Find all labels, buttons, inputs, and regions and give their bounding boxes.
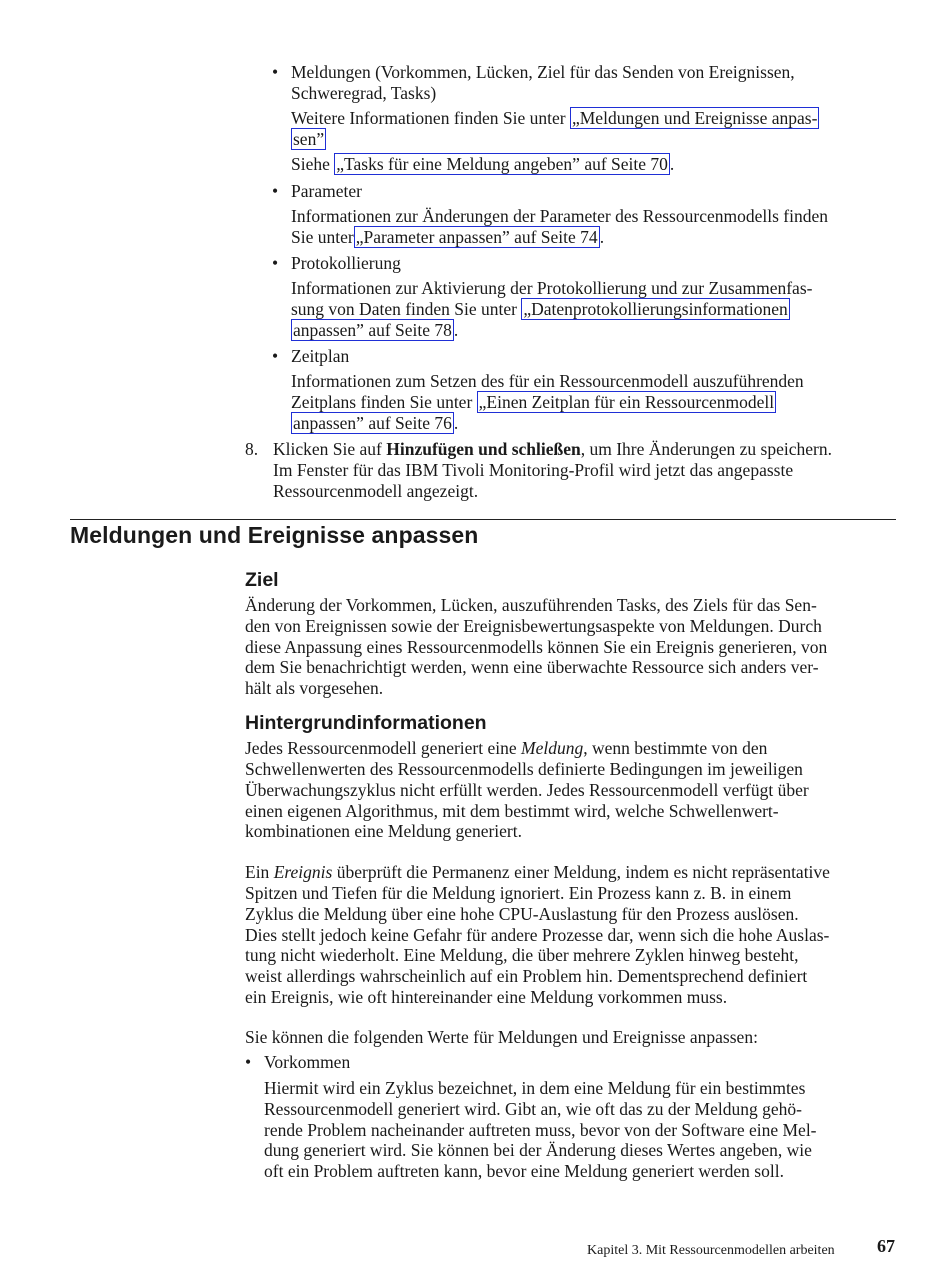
paragraph-line: Dies stellt jedoch keine Gefahr für andere Prozesse dar, wenn sich die hohe Auslas- — [245, 924, 830, 945]
step-text-cont: Ressourcenmodell angezeigt. — [273, 481, 479, 501]
text: Jedes Ressourcenmodell generiert eine — [245, 738, 522, 758]
text: Sie unter — [291, 227, 354, 247]
bullet-marker: • — [245, 1052, 252, 1072]
xref-link-meldungen[interactable]: „Meldungen und Ereignisse anpas- — [571, 108, 818, 128]
bullet-desc — [291, 154, 674, 175]
bullet-desc-cont — [291, 413, 458, 434]
paragraph-line: Hiermit wird ein Zyklus bezeichnet, in dem eine Meldung für ein bestimmtes — [264, 1078, 806, 1098]
bullet-desc-cont — [291, 227, 604, 248]
text: Ein — [245, 862, 274, 882]
bullet-marker: • — [272, 181, 279, 201]
text: . — [599, 227, 605, 247]
paragraph-line: Überwachungszyklus nicht erfüllt werden. Jedes Ressourcenmodell verfügt über — [245, 779, 809, 800]
paragraph-line: ein Ereignis, wie oft hintereinander eine Meldung vorkommen muss. — [245, 987, 728, 1007]
paragraph-line: Schwellenwerten des Ressourcenmodells definierte Bedingungen im jeweiligen — [245, 759, 803, 779]
bullet-desc-cont — [291, 320, 458, 341]
paragraph-line: einen eigenen Algorithmus, mit dem bestimmt wird, welche Schwellenwert- — [245, 800, 779, 821]
paragraph-line: weist allerdings wahrscheinlich auf ein Problem hin. Dementsprechend definiert — [245, 966, 808, 987]
bullet-desc: Informationen zum Setzen des für ein Ressourcenmodell auszuführenden — [291, 371, 804, 391]
bullet-marker: • — [272, 62, 279, 82]
text: Zeitplans finden Sie unter — [291, 392, 477, 412]
text: , um Ihre Änderungen zu speichern. — [580, 439, 832, 459]
hintergrund-heading: Hintergrundinformationen — [245, 712, 487, 734]
xref-link-tasks[interactable]: „Tasks für eine Meldung angeben” auf Seite 70 — [336, 154, 668, 174]
section-title: Meldungen und Ereignisse anpassen — [70, 522, 479, 548]
section-divider — [70, 519, 896, 520]
page-number: 67 — [877, 1236, 895, 1256]
bullet-title: Zeitplan — [291, 346, 350, 366]
term-italic: Meldung — [521, 738, 584, 758]
text: . — [453, 413, 459, 433]
bullet-marker: • — [272, 346, 279, 366]
bullet-marker: • — [272, 253, 279, 273]
vorkommen-title: Vorkommen — [264, 1052, 351, 1072]
xref-link-datenprotokoll-cont[interactable]: anpassen” auf Seite 78 — [293, 320, 452, 340]
paragraph-line: den von Ereignissen sowie der Ereignisbewertungsaspekte von Meldungen. Durch — [245, 615, 822, 636]
paragraph-line: diese Anpassung eines Ressourcenmodells können Sie ein Ereignis generieren, von — [245, 636, 828, 657]
paragraph-line: kombinationen eine Meldung generiert. — [245, 821, 523, 842]
footer-chapter: Kapitel 3. Mit Ressourcenmodellen arbeiten — [587, 1243, 835, 1258]
paragraph-line — [245, 738, 767, 759]
bullet-title-cont: Schweregrad, Tasks) — [291, 83, 437, 103]
xref-link-zeitplan[interactable]: „Einen Zeitplan für ein Ressourcenmodell — [478, 392, 775, 412]
term-italic: Ereignis — [273, 862, 333, 882]
text: Siehe — [291, 154, 335, 174]
step-text-cont: Im Fenster für das IBM Tivoli Monitoring-Profil wird jetzt das angepasste — [273, 460, 794, 480]
bullet-desc: Informationen zur Änderungen der Parameter des Ressourcenmodells finden — [291, 206, 828, 226]
ziel-heading: Ziel — [245, 569, 279, 591]
values-intro: Sie können die folgenden Werte für Meldungen und Ereignisse anpassen: — [245, 1027, 758, 1047]
paragraph-line: tung nicht wiederholt. Eine Meldung, die über mehrere Zyklen hinweg besteht, — [245, 945, 799, 966]
paragraph-line: Ressourcenmodell generiert wird. Gibt an, wie oft das zu der Meldung gehö- — [264, 1098, 802, 1119]
paragraph-line: dem Sie benachrichtigt werden, wenn eine überwachte Ressource sich anders ver- — [245, 657, 819, 678]
paragraph-line: oft ein Problem auftreten kann, bevor eine Meldung generiert werden soll. — [264, 1161, 784, 1182]
text: , wenn bestimmte von den — [583, 738, 768, 758]
text: überprüft die Permanenz einer Meldung, indem es nicht repräsentative — [332, 862, 830, 882]
bullet-desc — [291, 108, 819, 129]
bullet-title: Meldungen (Vorkommen, Lücken, Ziel für das Senden von Ereignissen, — [291, 62, 795, 82]
xref-link-parameter[interactable]: „Parameter anpassen” auf Seite 74 — [355, 227, 598, 247]
paragraph-line: Spitzen und Tiefen für die Meldung ignoriert. Ein Prozess kann z. B. in einem — [245, 883, 792, 903]
text: Klicken Sie auf — [273, 439, 387, 459]
text: . — [669, 154, 675, 174]
bullet-desc: Informationen zur Aktivierung der Protokollierung und zur Zusammenfas- — [291, 278, 813, 298]
paragraph-line — [245, 862, 830, 883]
paragraph-line: rende Problem nacheinander auftreten muss, bevor von der Software eine Mel- — [264, 1119, 817, 1140]
bullet-title: Protokollierung — [291, 253, 401, 273]
bullet-desc-cont — [291, 129, 326, 150]
step-text — [273, 439, 832, 460]
text: Weitere Informationen finden Sie unter — [291, 108, 570, 128]
text: sung von Daten finden Sie unter — [291, 299, 522, 319]
paragraph-line: Änderung der Vorkommen, Lücken, auszuführenden Tasks, des Ziels für das Sen- — [245, 595, 817, 615]
text: . — [453, 320, 459, 340]
ui-label-bold: Hinzufügen und schließen — [386, 439, 581, 459]
xref-link-datenprotokoll[interactable]: „Datenprotokollierungsinformationen — [523, 299, 788, 319]
bullet-desc-cont — [291, 392, 776, 413]
xref-link-zeitplan-cont[interactable]: anpassen” auf Seite 76 — [293, 413, 452, 433]
xref-link-meldungen-cont[interactable]: sen” — [293, 129, 325, 149]
paragraph-line: Zyklus die Meldung über eine hohe CPU-Auslastung für den Prozess auslösen. — [245, 903, 799, 924]
paragraph-line: hält als vorgesehen. — [245, 678, 384, 699]
bullet-desc-cont — [291, 299, 790, 320]
step-number: 8. — [245, 439, 259, 459]
paragraph-line: dung generiert wird. Sie können bei der Änderung dieses Wertes angeben, wie — [264, 1140, 812, 1161]
bullet-title: Parameter — [291, 181, 362, 201]
